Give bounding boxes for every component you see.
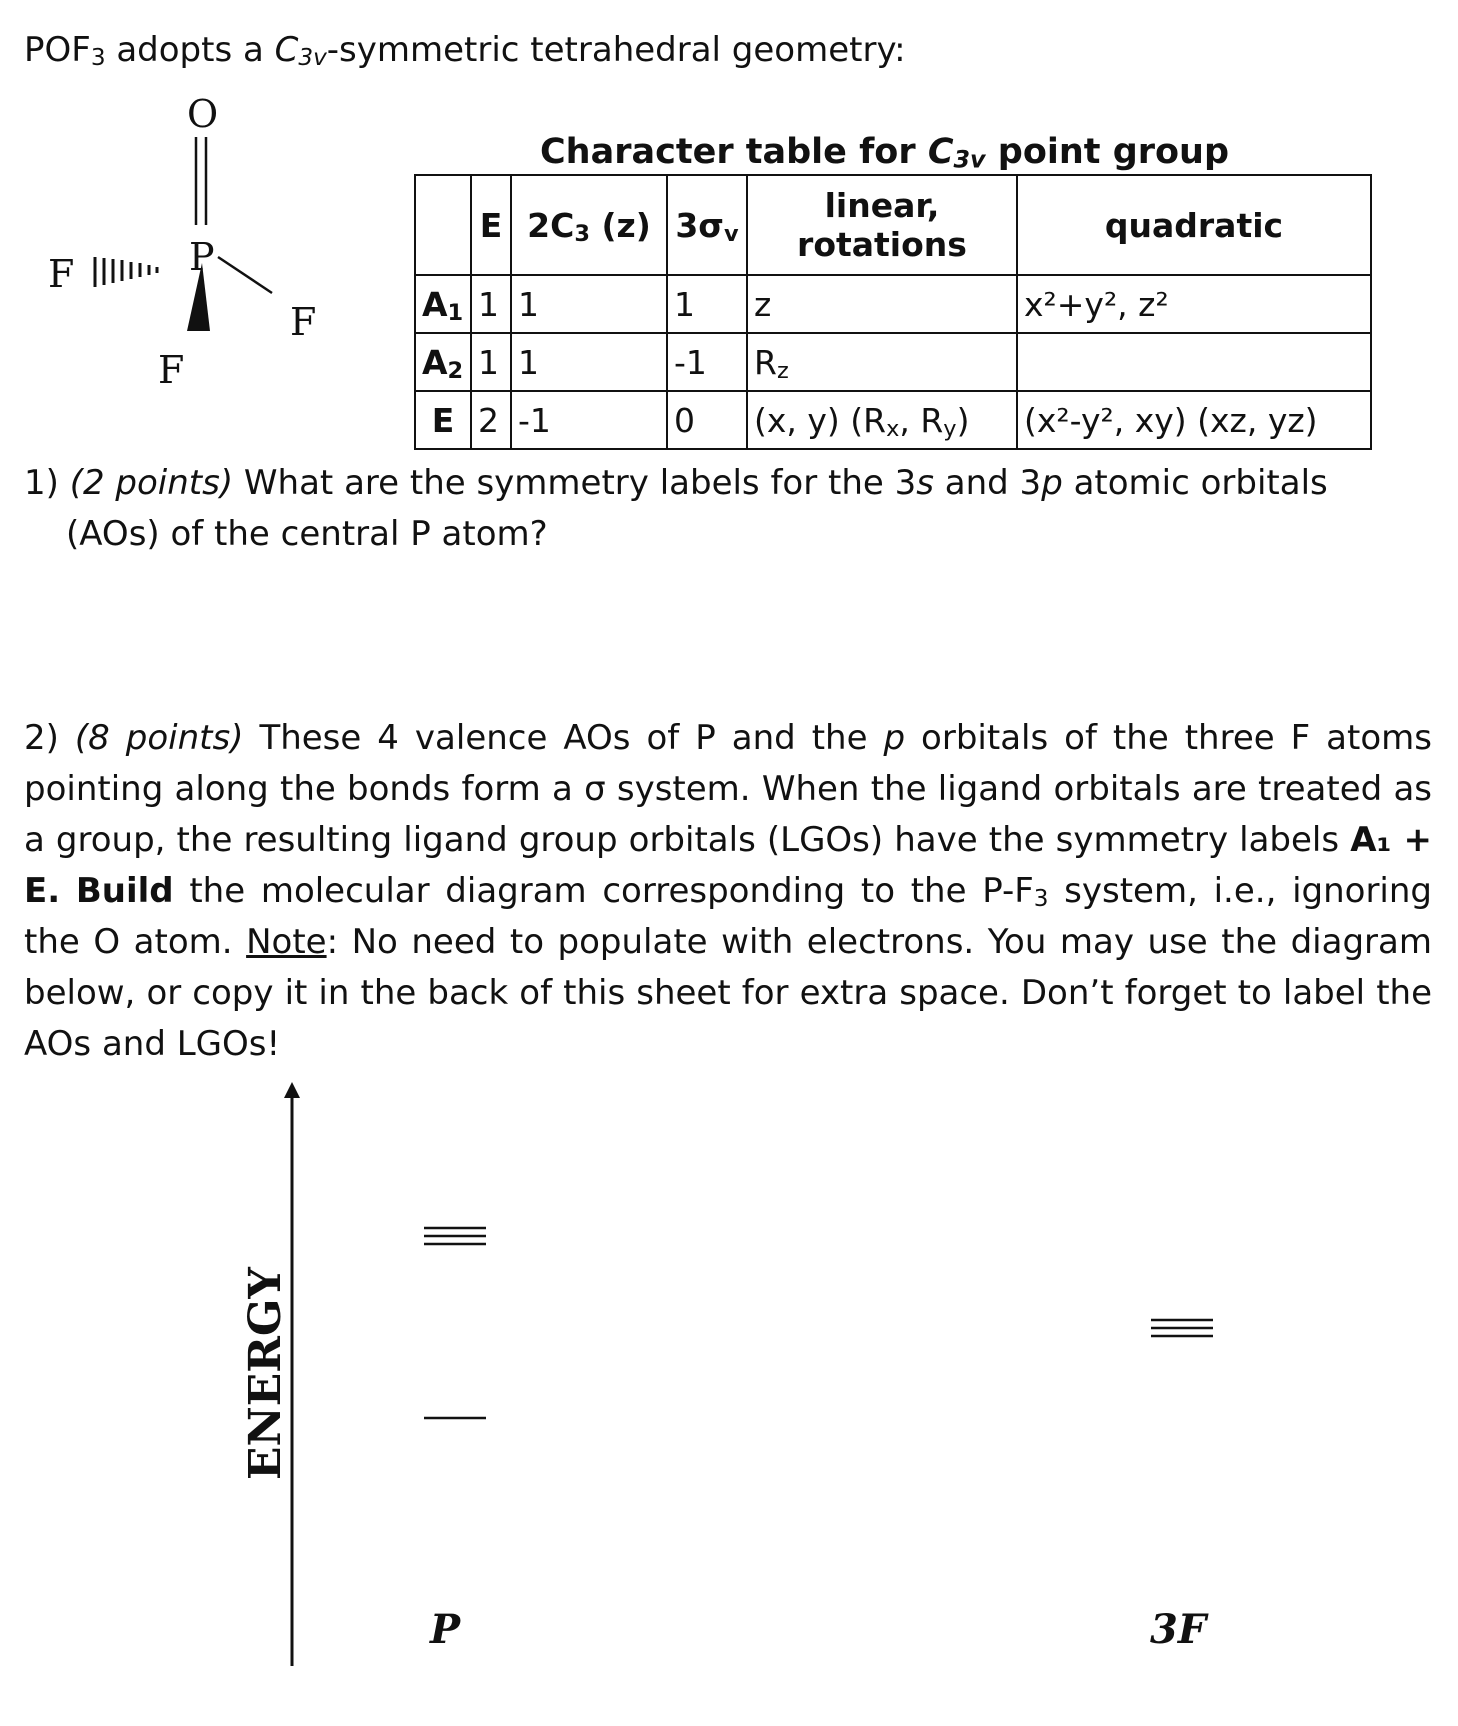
p-atom-label: P xyxy=(430,1606,461,1653)
atom-fluorine-bottom: F xyxy=(158,348,185,392)
char-sigma: 0 xyxy=(667,391,747,449)
character-table xyxy=(414,174,1372,450)
question-2-points: (8 points) xyxy=(74,718,244,758)
irrep-label: $A_2$ xyxy=(415,333,471,391)
header-linear: linear, rotations xyxy=(747,175,1017,275)
f-ligand-levels xyxy=(1151,1320,1213,1336)
character-table-title: Character table for $C_{3v}$ point group xyxy=(540,132,1230,174)
question-1: 1) (2 points) What are the symmetry labels for the 3s and 3p atomic orbitals (AOs) of the central P atom? xyxy=(24,463,1328,554)
header-e: E xyxy=(471,175,511,275)
lgo-symmetry-labels: A₁ + E. xyxy=(24,820,1432,911)
mo-diagram xyxy=(0,1070,1458,1670)
question-2: 2) (8 points) These 4 valence AOs of P and the p orbitals of the three F atoms pointing along the bonds form a σ system. When the ligand orbitals are treated as a group, the resulting ligand group orbitals (LGOs) have the symmetry labels A₁ + E. Build the molecular diagram corresponding to the $P-F_3$ system, i.e., ignoring the O atom. Note: No need to populate with electrons. You may use the diagram below, or copy it in the back of this sheet for extra space. Don’t forget to label the AOs and LGOs! xyxy=(24,718,1433,1064)
fluorine-group-label: 3F xyxy=(1150,1606,1207,1653)
quadratic-functions: (x²-y², xy) (xz, yz) xyxy=(1017,391,1371,449)
atom-fluorine-left: F xyxy=(48,252,75,296)
question-1-points: (2 points) xyxy=(69,463,234,503)
header-empty xyxy=(415,175,471,275)
linear-functions: $R_z$ xyxy=(747,333,1017,391)
hashed-wedge xyxy=(95,257,157,287)
char-c3: 1 xyxy=(511,275,667,333)
atom-phosphorus: P xyxy=(189,235,215,279)
table-row xyxy=(415,391,1371,449)
char-e: 1 xyxy=(471,333,511,391)
atom-fluorine-right: F xyxy=(290,300,317,344)
char-sigma: -1 xyxy=(667,333,747,391)
irrep-label: E xyxy=(415,391,471,449)
char-c3: -1 xyxy=(511,391,667,449)
table-row xyxy=(415,333,1371,391)
atom-oxygen: O xyxy=(187,92,219,136)
point-group: C xyxy=(274,30,299,70)
linear-functions: z xyxy=(747,275,1017,333)
table-row xyxy=(415,275,1371,333)
char-sigma: 1 xyxy=(667,275,747,333)
char-e: 1 xyxy=(471,275,511,333)
molecule-formula: POF xyxy=(24,30,91,70)
intro-text: $POF_3$ adopts a $C_{3v}$-symmetric tetrahedral geometry: xyxy=(24,30,906,72)
quadratic-functions xyxy=(1017,333,1371,391)
irrep-label: $A_1$ xyxy=(415,275,471,333)
header-quadratic: quadratic xyxy=(1017,175,1371,275)
linear-functions: (x, y) ($R_x$, $R_y$) xyxy=(747,391,1017,449)
single-bond xyxy=(218,257,272,293)
energy-axis-label: ENERGY xyxy=(240,1267,291,1480)
char-e: 2 xyxy=(471,391,511,449)
char-c3: 1 xyxy=(511,333,667,391)
header-c3: $2C_3$ (z) xyxy=(511,175,667,275)
header-sigma: $3\sigma_v$ xyxy=(667,175,747,275)
table-header-row xyxy=(415,175,1371,275)
molecule-diagram xyxy=(40,92,370,425)
energy-axis-arrowhead xyxy=(284,1082,300,1098)
p-3p-levels xyxy=(424,1228,486,1244)
quadratic-functions: x²+y², z² xyxy=(1017,275,1371,333)
